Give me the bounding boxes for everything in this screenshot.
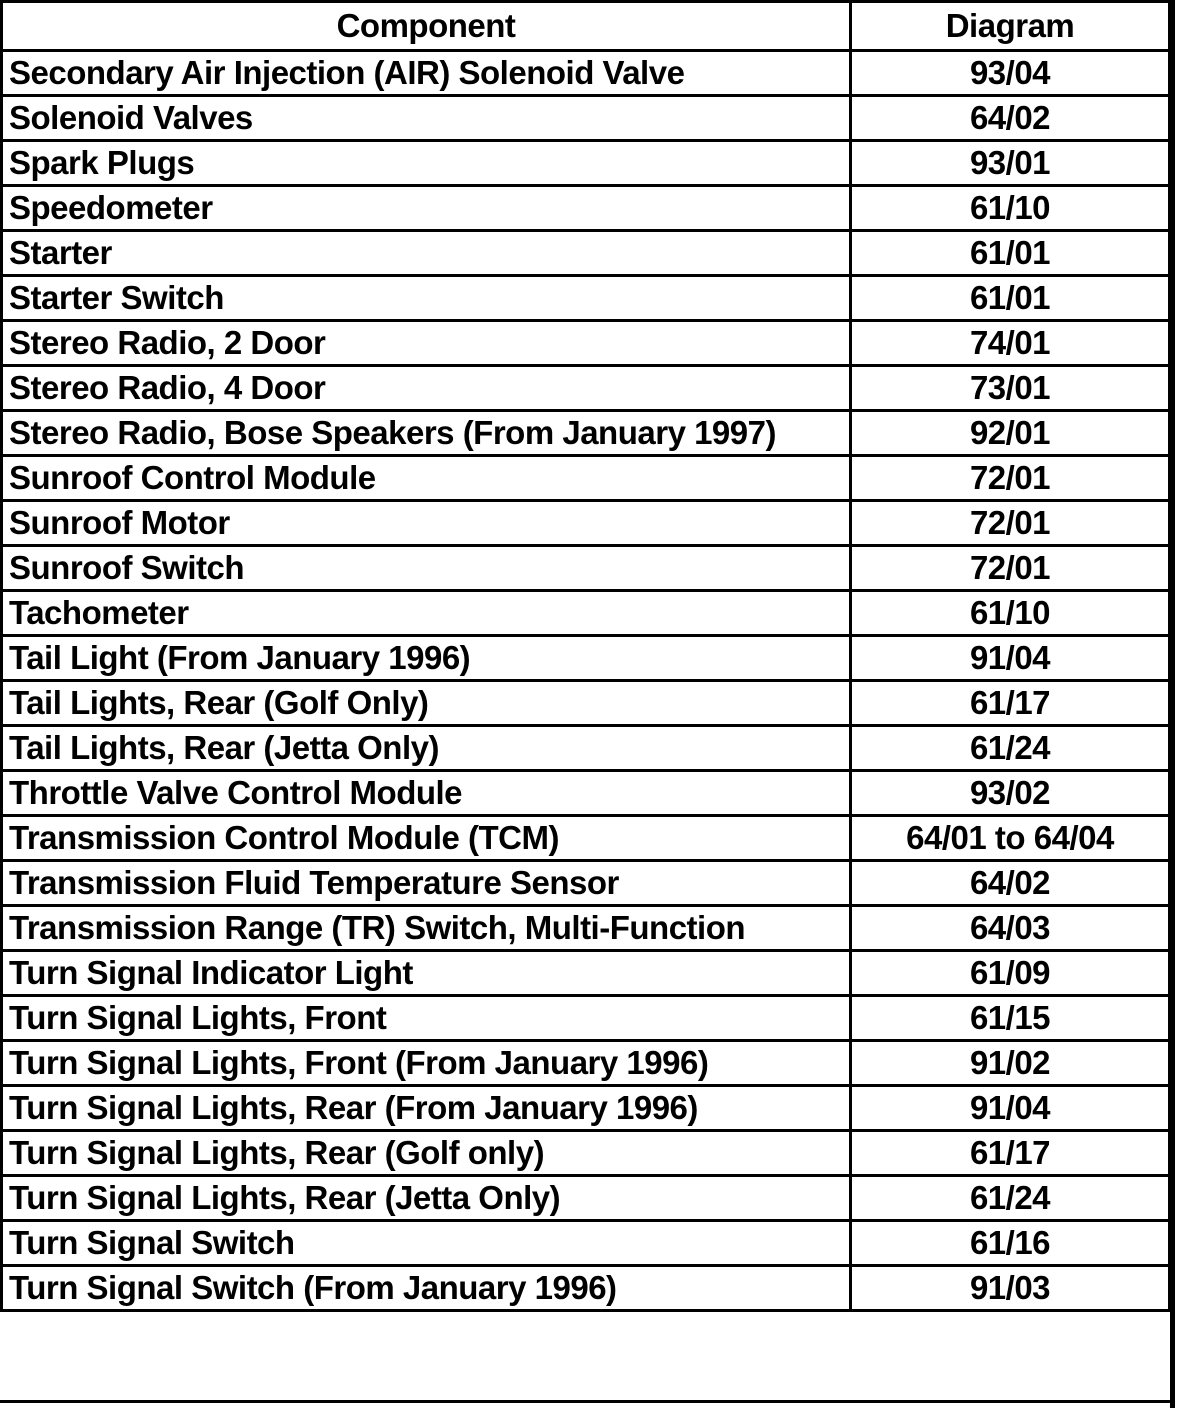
component-cell: Tachometer (2, 591, 851, 636)
diagram-cell: 61/17 (851, 681, 1170, 726)
component-cell: Spark Plugs (2, 141, 851, 186)
diagram-cell: 74/01 (851, 321, 1170, 366)
diagram-cell: 61/17 (851, 1131, 1170, 1176)
table-header (2, 2, 1170, 51)
table-row (2, 186, 1170, 231)
diagram-cell: 61/24 (851, 726, 1170, 771)
component-cell: Sunroof Switch (2, 546, 851, 591)
diagram-cell: 72/01 (851, 546, 1170, 591)
table-row (2, 96, 1170, 141)
table-row (2, 321, 1170, 366)
component-cell: Solenoid Valves (2, 96, 851, 141)
component-cell: Turn Signal Lights, Rear (Jetta Only) (2, 1176, 851, 1221)
component-cell: Turn Signal Lights, Rear (From January 1996) (2, 1086, 851, 1131)
component-cell: Turn Signal Lights, Rear (Golf only) (2, 1131, 851, 1176)
table-row (2, 231, 1170, 276)
component-cell: Sunroof Control Module (2, 456, 851, 501)
diagram-cell: 61/10 (851, 591, 1170, 636)
component-cell: Starter (2, 231, 851, 276)
diagram-cell: 93/04 (851, 51, 1170, 96)
right-border-rule (1170, 0, 1175, 1408)
component-cell: Starter Switch (2, 276, 851, 321)
diagram-cell: 93/01 (851, 141, 1170, 186)
component-cell: Tail Light (From January 1996) (2, 636, 851, 681)
table-row (2, 1086, 1170, 1131)
component-cell: Transmission Fluid Temperature Sensor (2, 861, 851, 906)
component-cell: Stereo Radio, 2 Door (2, 321, 851, 366)
diagram-cell: 91/03 (851, 1266, 1170, 1311)
diagram-cell: 61/24 (851, 1176, 1170, 1221)
diagram-cell: 64/03 (851, 906, 1170, 951)
diagram-cell: 61/01 (851, 276, 1170, 321)
component-cell: Stereo Radio, Bose Speakers (From January 1997) (2, 411, 851, 456)
diagram-cell: 64/02 (851, 861, 1170, 906)
diagram-cell: 61/15 (851, 996, 1170, 1041)
table-row (2, 816, 1170, 861)
header-row (2, 2, 1170, 51)
component-cell: Transmission Control Module (TCM) (2, 816, 851, 861)
component-cell: Stereo Radio, 4 Door (2, 366, 851, 411)
diagram-cell: 72/01 (851, 501, 1170, 546)
table-row (2, 726, 1170, 771)
table-row (2, 591, 1170, 636)
diagram-cell: 73/01 (851, 366, 1170, 411)
table-row (2, 546, 1170, 591)
diagram-cell: 72/01 (851, 456, 1170, 501)
component-cell: Turn Signal Switch (From January 1996) (2, 1266, 851, 1311)
table-row (2, 276, 1170, 321)
component-cell: Turn Signal Lights, Front (From January 1996) (2, 1041, 851, 1086)
diagram-cell: 91/02 (851, 1041, 1170, 1086)
table-body (2, 51, 1170, 1311)
table-row (2, 411, 1170, 456)
table-row (2, 1041, 1170, 1086)
component-cell: Transmission Range (TR) Switch, Multi-Function (2, 906, 851, 951)
component-cell: Turn Signal Lights, Front (2, 996, 851, 1041)
table-row (2, 501, 1170, 546)
table-row (2, 1131, 1170, 1176)
table-row (2, 951, 1170, 996)
diagram-cell: 91/04 (851, 636, 1170, 681)
diagram-cell: 64/02 (851, 96, 1170, 141)
component-cell: Secondary Air Injection (AIR) Solenoid Valve (2, 51, 851, 96)
table-row (2, 996, 1170, 1041)
component-cell: Sunroof Motor (2, 501, 851, 546)
component-cell: Throttle Valve Control Module (2, 771, 851, 816)
table-row (2, 141, 1170, 186)
header-component: Component (2, 2, 851, 51)
diagram-cell: 93/02 (851, 771, 1170, 816)
diagram-cell: 91/04 (851, 1086, 1170, 1131)
table-row (2, 51, 1170, 96)
diagram-cell: 61/09 (851, 951, 1170, 996)
bottom-border-rule (0, 1400, 1175, 1403)
table-row (2, 681, 1170, 726)
diagram-cell: 61/16 (851, 1221, 1170, 1266)
component-cell: Tail Lights, Rear (Golf Only) (2, 681, 851, 726)
table-row (2, 366, 1170, 411)
table-row (2, 1266, 1170, 1311)
diagram-cell: 61/01 (851, 231, 1170, 276)
table-row (2, 456, 1170, 501)
header-diagram: Diagram (851, 2, 1170, 51)
table-row (2, 1221, 1170, 1266)
component-cell: Turn Signal Indicator Light (2, 951, 851, 996)
table-row (2, 771, 1170, 816)
diagram-cell: 92/01 (851, 411, 1170, 456)
component-cell: Speedometer (2, 186, 851, 231)
table-row (2, 861, 1170, 906)
diagram-cell: 64/01 to 64/04 (851, 816, 1170, 861)
table-row (2, 636, 1170, 681)
diagram-cell: 61/10 (851, 186, 1170, 231)
component-cell: Tail Lights, Rear (Jetta Only) (2, 726, 851, 771)
component-cell: Turn Signal Switch (2, 1221, 851, 1266)
table-row (2, 1176, 1170, 1221)
table-row (2, 906, 1170, 951)
